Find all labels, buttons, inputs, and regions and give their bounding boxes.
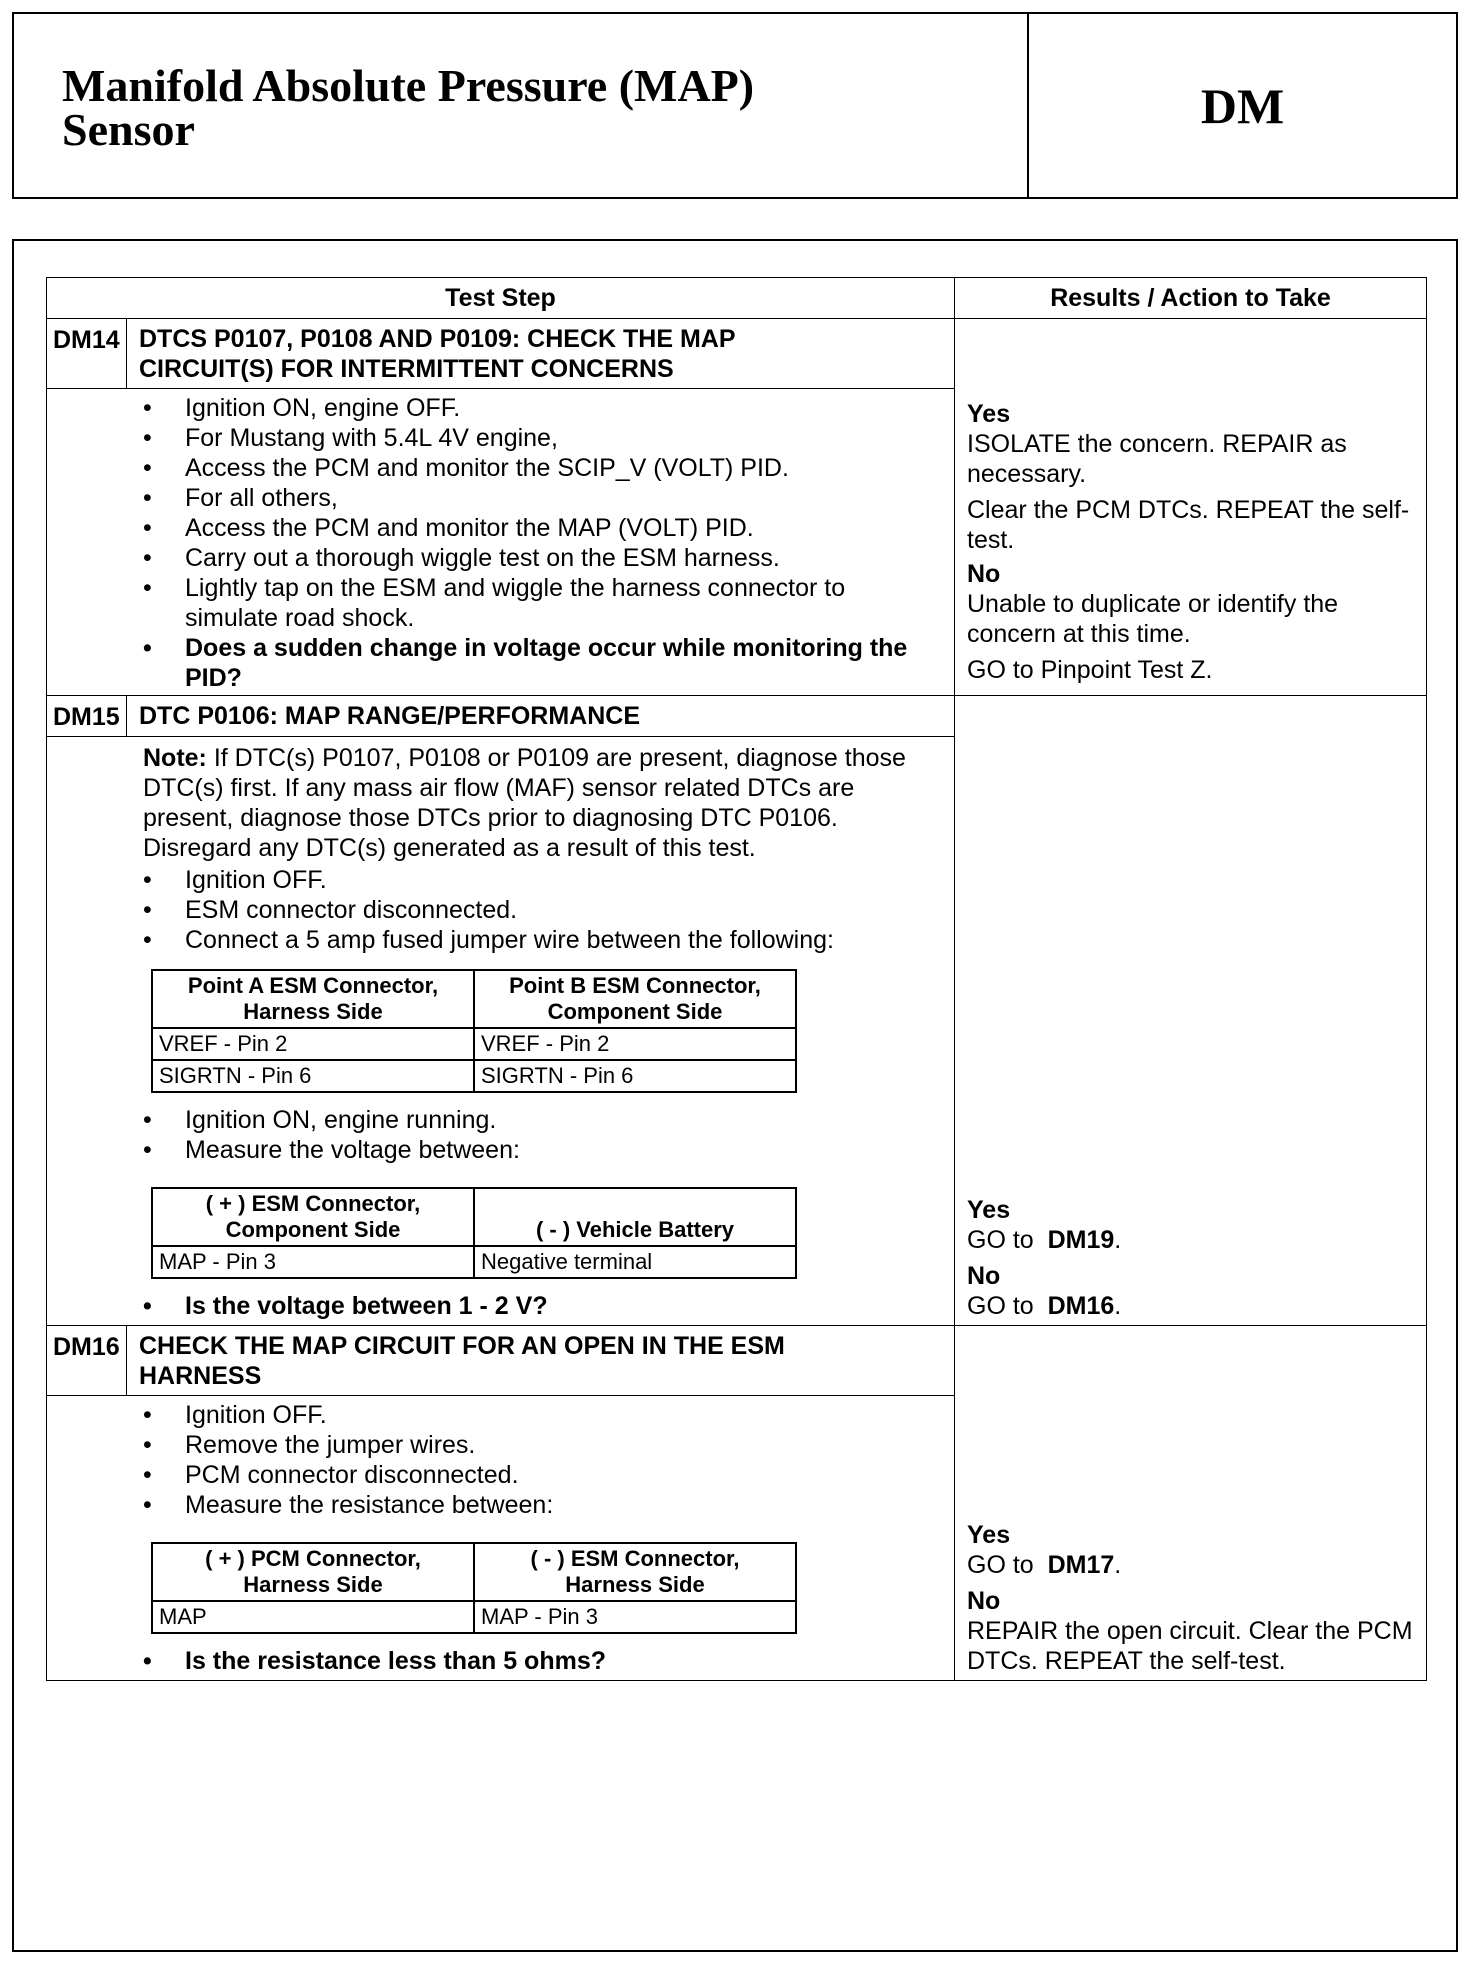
table-cell: MAP - Pin 3: [152, 1246, 474, 1278]
page-header: [12, 12, 1458, 199]
step-title-line: CHECK THE MAP CIRCUIT FOR AN OPEN IN THE ESM: [139, 1332, 785, 1360]
step-heading: [47, 1326, 954, 1396]
table-header: [152, 1188, 474, 1246]
table-header: ( - ) Vehicle Battery: [474, 1188, 796, 1246]
results-block: [955, 1189, 1426, 1325]
jumper-connection-table: [151, 969, 797, 1093]
list-item: • For Mustang with 5.4L 4V engine,: [143, 423, 940, 453]
header-line: ( + ) PCM Connector,: [205, 1546, 421, 1571]
step-title: [127, 319, 954, 388]
step-cell-dm16: [47, 1326, 955, 1681]
list-item: • Ignition ON, engine OFF.: [143, 393, 940, 423]
note-label: Note:: [143, 744, 207, 772]
go-to-text: GO to: [967, 1292, 1034, 1320]
go-to-target: DM16: [1047, 1292, 1115, 1320]
step-instructions: [143, 865, 940, 955]
header-line: Harness Side: [565, 1572, 705, 1597]
table-cell: VREF - Pin 2: [474, 1028, 796, 1060]
step-instructions: [143, 1105, 940, 1165]
list-item: • Ignition OFF.: [143, 865, 940, 895]
go-to-target: DM17: [1047, 1551, 1115, 1579]
step-cell-dm15: [47, 696, 955, 1326]
step-question: • Is the resistance less than 5 ohms?: [143, 1646, 940, 1676]
no-label: No: [967, 1262, 1001, 1290]
yes-label: Yes: [967, 1196, 1011, 1224]
step-cell-dm14: [47, 319, 955, 696]
step-instructions: [143, 1400, 940, 1520]
step-heading: [47, 696, 954, 737]
step-title: [127, 1326, 954, 1395]
results-cell-dm14: [955, 319, 1427, 696]
step-body: [47, 1396, 954, 1680]
list-item: • Remove the jumper wires.: [143, 1430, 940, 1460]
table-header: [152, 1543, 474, 1601]
results-cell-dm16: [955, 1326, 1427, 1681]
step-body: [47, 737, 954, 1325]
section-code: DM: [1200, 77, 1285, 134]
header-line: Component Side: [547, 999, 723, 1024]
table-row: [152, 1246, 796, 1278]
step-note: [143, 743, 940, 863]
step-id: DM15: [47, 696, 127, 736]
header-line: ( - ) ESM Connector,: [530, 1546, 740, 1571]
resistance-measurement-table: [151, 1542, 797, 1634]
step-question: • Does a sudden change in voltage occur while monitoring the PID?: [143, 633, 940, 693]
note-text: If DTC(s) P0107, P0108 or P0109 are present, diagnose those DTC(s) first. If any mass air flow (MAF) sensor related DTCs are present, diagnose those DTCs prior to diagnosing DTC P0106. Disregard any DTC(s) generated as a result of this test.: [143, 744, 906, 862]
header-line: Point B ESM Connector,: [509, 973, 761, 998]
step-title-line: DTCS P0107, P0108 AND P0109: CHECK THE MAP: [139, 325, 736, 353]
page-title: [62, 60, 1002, 155]
step-question: • Is the voltage between 1 - 2 V?: [143, 1291, 940, 1321]
header-line: Component Side: [225, 1217, 401, 1242]
list-item: • ESM connector disconnected.: [143, 895, 940, 925]
no-action: REPAIR the open circuit. Clear the PCM DTCs. REPEAT the self-test.: [967, 1617, 1413, 1675]
step-title-line: CIRCUIT(S) FOR INTERMITTENT CONCERNS: [139, 355, 674, 383]
yes-label: Yes: [967, 1521, 1011, 1549]
column-header-results: Results / Action to Take: [955, 278, 1427, 319]
list-item: • Access the PCM and monitor the SCIP_V (VOLT) PID.: [143, 453, 940, 483]
list-item: • Access the PCM and monitor the MAP (VOLT) PID.: [143, 513, 940, 543]
go-to-target: DM19: [1047, 1226, 1115, 1254]
column-header-test-step: Test Step: [47, 278, 955, 319]
no-action: GO to DM16.: [967, 1292, 1122, 1320]
step-title: DTC P0106: MAP RANGE/PERFORMANCE: [139, 702, 641, 730]
table-header: [474, 1543, 796, 1601]
page-title-line-2: Sensor: [62, 104, 195, 155]
go-to-text: GO to: [967, 1551, 1034, 1579]
table-cell: VREF - Pin 2: [152, 1028, 474, 1060]
list-item: • Lightly tap on the ESM and wiggle the harness connector to simulate road shock.: [143, 573, 940, 633]
step-title-line: HARNESS: [139, 1362, 262, 1390]
list-item: • Measure the resistance between:: [143, 1490, 940, 1520]
header-line: ( + ) ESM Connector,: [205, 1191, 421, 1216]
no-action: GO to Pinpoint Test Z.: [967, 656, 1213, 684]
step-body: [47, 389, 954, 695]
no-action: Unable to duplicate or identify the concern at this time.: [967, 590, 1339, 648]
yes-action: ISOLATE the concern. REPAIR as necessary.: [967, 430, 1347, 488]
table-row: [152, 1601, 796, 1633]
list-item: • Ignition ON, engine running.: [143, 1105, 940, 1135]
header-line: Harness Side: [243, 1572, 383, 1597]
list-item: • Measure the voltage between:: [143, 1135, 940, 1165]
yes-action: GO to DM19.: [967, 1226, 1122, 1254]
voltage-measurement-table: [151, 1187, 797, 1279]
step-instructions: [143, 393, 940, 693]
list-item: • Ignition OFF.: [143, 1400, 940, 1430]
table-cell: Negative terminal: [474, 1246, 796, 1278]
step-id: DM14: [47, 319, 127, 388]
results-block: [955, 319, 1426, 689]
header-line: Harness Side: [243, 999, 383, 1024]
step-row-dm16: [47, 1326, 1427, 1681]
list-item: • PCM connector disconnected.: [143, 1460, 940, 1490]
step-instructions: [143, 1646, 940, 1676]
yes-action: Clear the PCM DTCs. REPEAT the self-test.: [967, 496, 1410, 554]
table-row: [152, 1028, 796, 1060]
step-row-dm15: [47, 696, 1427, 1326]
table-cell: MAP - Pin 3: [474, 1601, 796, 1633]
yes-action: GO to DM17.: [967, 1551, 1122, 1579]
table-cell: SIGRTN - Pin 6: [152, 1060, 474, 1092]
step-instructions: [143, 1291, 940, 1321]
page-title-line-1: Manifold Absolute Pressure (MAP): [62, 60, 755, 111]
table-header: [474, 970, 796, 1028]
go-to-text: GO to: [967, 1226, 1034, 1254]
header-line: Point A ESM Connector,: [187, 973, 439, 998]
table-header: [152, 970, 474, 1028]
step-heading: [47, 319, 954, 389]
step-row-dm14: [47, 319, 1427, 696]
table-row: [152, 1060, 796, 1092]
yes-label: Yes: [967, 400, 1011, 428]
results-block: [955, 1514, 1426, 1680]
list-item: • Carry out a thorough wiggle test on the ESM harness.: [143, 543, 940, 573]
pinpoint-test-table: [46, 277, 1427, 1681]
table-cell: SIGRTN - Pin 6: [474, 1060, 796, 1092]
results-cell-dm15: [955, 696, 1427, 1326]
table-cell: MAP: [152, 1601, 474, 1633]
no-label: No: [967, 560, 1001, 588]
list-item: • Connect a 5 amp fused jumper wire between the following:: [143, 925, 940, 955]
no-label: No: [967, 1587, 1001, 1615]
step-id: DM16: [47, 1326, 127, 1395]
list-item: • For all others,: [143, 483, 940, 513]
